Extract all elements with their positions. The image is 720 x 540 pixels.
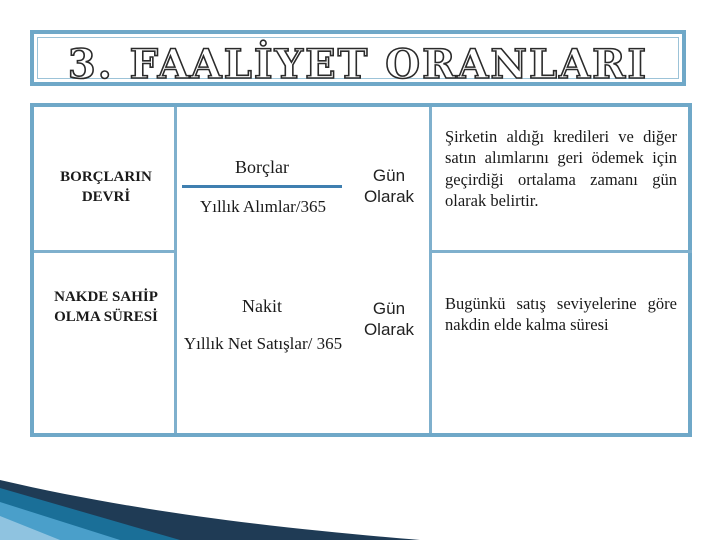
unit-label: Gün Olarak bbox=[363, 299, 415, 340]
title-frame bbox=[30, 30, 686, 86]
ratio-name-nakde-sahip-olma-suresi: NAKDE SAHİP OLMA SÜRESİ bbox=[54, 289, 158, 326]
decorative-swoosh bbox=[0, 430, 420, 540]
formula-denominator: Yıllık Net Satışlar/ 365 bbox=[183, 334, 343, 353]
ratio-table bbox=[30, 103, 692, 437]
ratio-description: Şirketin aldığı kredileri ve diğer satın alımlarını geri ödemek için geçirdiği ortalama zamanı gün olarak belirtir. bbox=[445, 127, 677, 211]
page-title: 3. FAALİYET ORANLARI bbox=[67, 40, 649, 88]
ratio-description: Bugünkü satış seviyelerine göre nakdin elde kalma süresi bbox=[445, 294, 677, 335]
column-divider bbox=[174, 107, 177, 433]
unit-label: Gün Olarak bbox=[363, 166, 415, 207]
fraction-bar bbox=[182, 185, 342, 188]
row-divider bbox=[34, 250, 174, 253]
column-divider bbox=[429, 107, 432, 433]
formula-numerator: Nakit bbox=[242, 296, 282, 316]
ratio-name-borclarin-devri: BORÇLARIN DEVRİ bbox=[60, 169, 152, 206]
row-divider bbox=[429, 250, 692, 253]
formula-numerator: Borçlar bbox=[235, 157, 289, 177]
formula-denominator: Yıllık Alımlar/365 bbox=[199, 197, 327, 216]
